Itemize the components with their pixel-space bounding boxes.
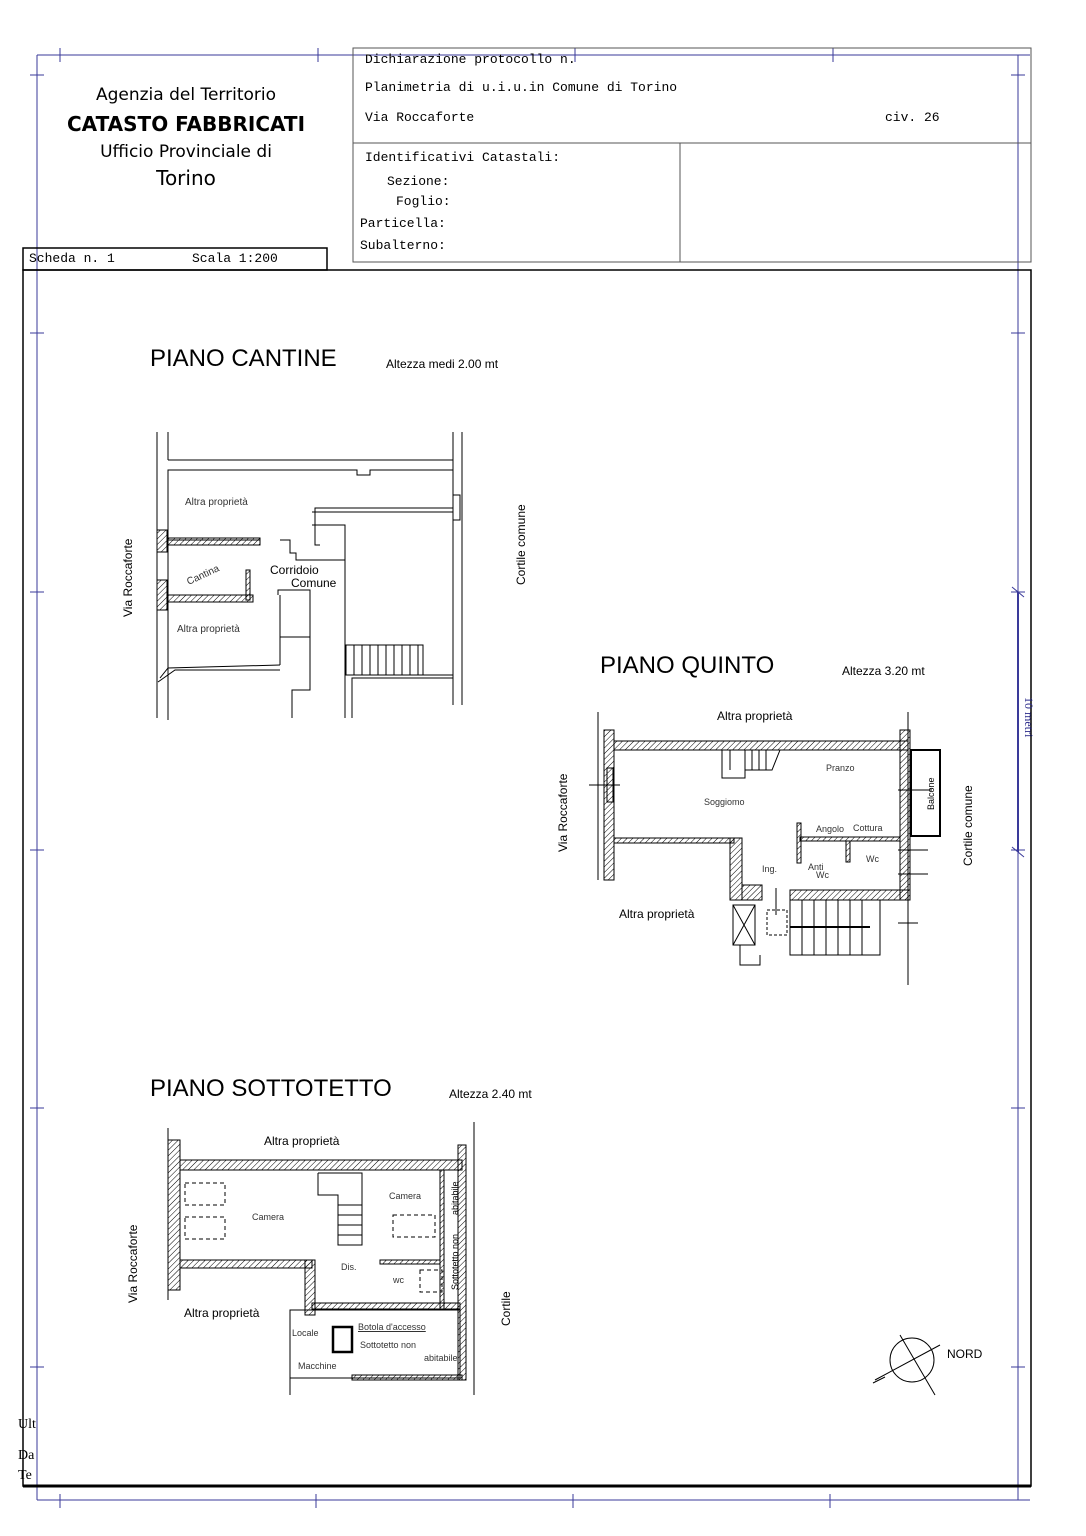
floor-title-sottotetto: PIANO SOTTOTETTO (150, 1075, 392, 1102)
room-label: Altra proprietà (177, 624, 240, 635)
room-label: Macchine (298, 1361, 337, 1371)
room-label: Locale (292, 1328, 319, 1338)
room-label: Balcone (926, 777, 936, 810)
street-label-vertical: Via Roccaforte (556, 773, 570, 852)
particella-label: Particella: (360, 216, 446, 231)
scale-label: Scala 1:200 (192, 251, 278, 266)
street-label: Via Roccaforte (365, 110, 475, 125)
compass-icon (873, 1335, 940, 1395)
room-label: Wc (866, 854, 879, 864)
footer-line-1: Ult (18, 1417, 36, 1432)
civic-number: civ. 26 (885, 110, 940, 125)
subalterno-label: Subalterno: (360, 238, 446, 253)
stairs-cantine (346, 645, 423, 675)
room-label: Ing. (762, 864, 778, 874)
room-label: Altra proprietà (184, 1306, 260, 1320)
planimetry-label: Planimetria di u.i.u.in Comune di Torino (365, 80, 678, 95)
floor-title-quinto: PIANO QUINTO (600, 652, 775, 679)
scale-bar-label: 10 metri (1022, 697, 1036, 738)
room-label: abitabile (424, 1353, 458, 1363)
floor-title-cantine: PIANO CANTINE (150, 345, 337, 372)
scheda-label: Scheda n. 1 (29, 251, 115, 266)
footer-line-2: Da (18, 1448, 35, 1463)
plan-quinto (589, 712, 940, 985)
courtyard-label-vertical: Cortile comune (961, 785, 975, 866)
declaration-label: Dichiarazione protocollo n. (365, 52, 576, 67)
room-label: Camera (389, 1191, 422, 1201)
agency-name: Agenzia del Territorio (95, 85, 277, 105)
room-label: Soggiomo (704, 797, 745, 807)
room-label: Anti (808, 862, 824, 872)
foglio-label: Foglio: (396, 194, 451, 209)
room-label: Corridoio (270, 563, 319, 577)
footer-line-3: Te (18, 1468, 32, 1483)
room-label: Botola d'accesso (358, 1322, 426, 1332)
room-label: Pranzo (826, 763, 855, 773)
street-label-vertical: Via Roccaforte (126, 1224, 140, 1303)
provincial-office: Ufficio Provinciale di (100, 142, 272, 162)
identifiers-title: Identificativi Catastali: (365, 150, 561, 165)
room-label: wc (393, 1275, 404, 1285)
room-label: Comune (291, 576, 337, 590)
courtyard-label-vertical: Cortile (499, 1291, 513, 1326)
room-label: Wc (816, 870, 829, 880)
office-name: CATASTO FABBRICATI (66, 112, 306, 136)
sezione-label: Sezione: (387, 174, 450, 189)
room-label: Altra proprietà (619, 907, 695, 921)
floor-height-cantine: Altezza medi 2.00 mt (386, 357, 499, 371)
room-label: Altra proprietà (185, 497, 248, 508)
room-label: Sottotetto non (360, 1340, 417, 1350)
main-frame (23, 270, 1031, 1486)
courtyard-label-vertical: Cortile comune (514, 504, 528, 585)
room-label: Cantina (185, 563, 222, 588)
room-label: Cottura (853, 823, 883, 833)
city-name: Torino (156, 166, 216, 190)
room-label: abitabile (450, 1181, 460, 1215)
room-label: Dis. (341, 1262, 357, 1272)
compass-label: NORD (947, 1347, 983, 1361)
room-label: Camera (252, 1212, 285, 1222)
room-label: Altra proprietà (717, 709, 793, 723)
room-label: Angolo (816, 824, 845, 834)
room-label: Sottotetto non (450, 1233, 460, 1290)
floor-height-sottotetto: Altezza 2.40 mt (449, 1087, 532, 1101)
street-label-vertical: Via Roccaforte (121, 538, 135, 617)
floor-height-quinto: Altezza 3.20 mt (842, 664, 925, 678)
room-label: Altra proprietà (264, 1134, 340, 1148)
